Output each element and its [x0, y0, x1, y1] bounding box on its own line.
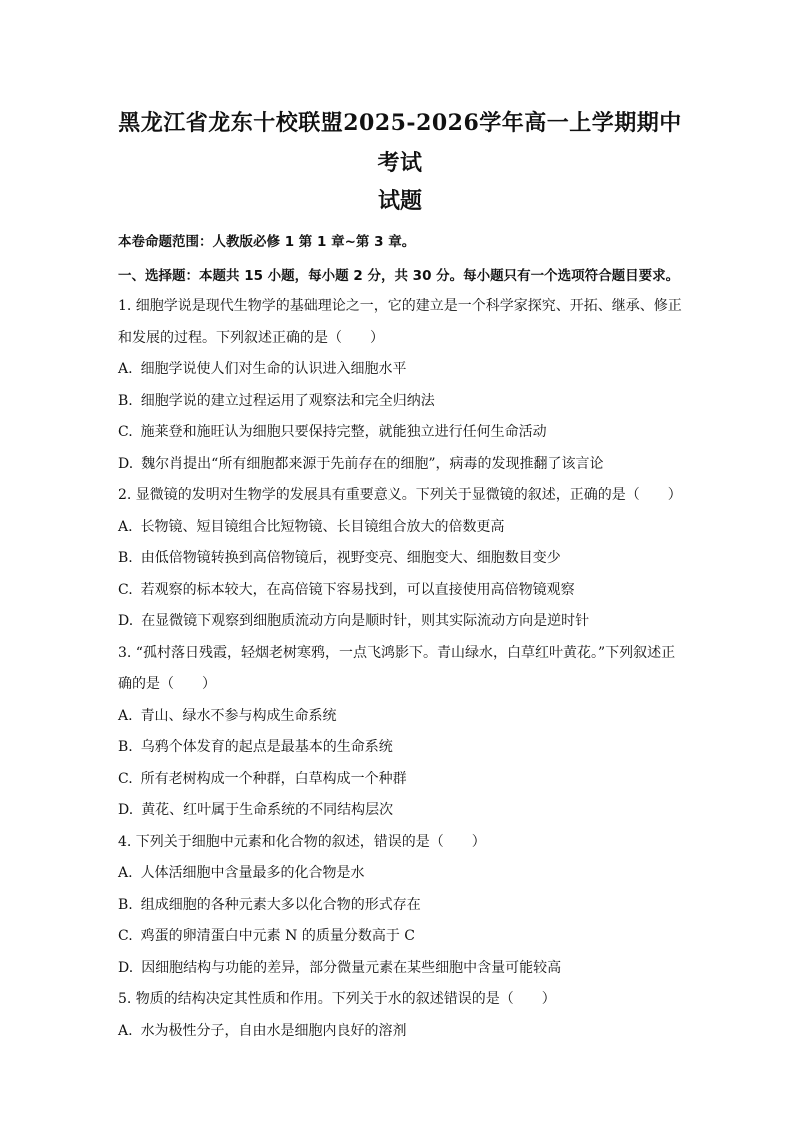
- option-letter: C.: [118, 928, 133, 944]
- exam-title-line1: 黑龙江省龙东十校联盟2025-2026学年高一上学期期中考试: [118, 110, 682, 176]
- option-text: 鸡蛋的卵清蛋白中元素 N 的质量分数高于 C: [140, 928, 415, 944]
- option-text: 细胞学说的建立过程运用了观察法和完全归纳法: [140, 392, 435, 409]
- section-heading-multiple-choice: 一、选择题：本题共 15 小题，每小题 2 分，共 30 分。每小题只有一个选项符合题目要求。: [118, 268, 680, 284]
- question-1: [118, 291, 682, 480]
- option-d: [118, 449, 682, 481]
- question-stem: 4. 下列关于细胞中元素和化合物的叙述，错误的是（ ）: [118, 833, 486, 850]
- option-a: [118, 701, 682, 733]
- option-letter: C.: [118, 581, 133, 598]
- option-text: 水为极性分子，自由水是细胞内良好的溶剂: [140, 1022, 407, 1039]
- option-letter: A.: [118, 361, 133, 377]
- option-letter: C.: [118, 424, 133, 440]
- option-a: [118, 354, 682, 386]
- option-letter: D.: [118, 613, 134, 629]
- option-letter: A.: [118, 865, 133, 881]
- option-c: [118, 921, 682, 953]
- option-text: 人体活细胞中含量最多的化合物是水: [140, 865, 365, 881]
- option-text: 魏尔肖提出“所有细胞都来源于先前存在的细胞”，病毒的发现推翻了该言论: [141, 455, 604, 472]
- question-3: [118, 638, 682, 827]
- option-letter: A.: [118, 1022, 133, 1039]
- option-a: [118, 512, 682, 544]
- question-5: [118, 984, 682, 1047]
- option-text: 若观察的标本较大，在高倍镜下容易找到，可以直接使用高倍物镜观察: [140, 581, 575, 598]
- option-letter: B.: [118, 392, 133, 409]
- option-b: [118, 732, 682, 764]
- option-a: [118, 858, 682, 890]
- option-c: [118, 764, 682, 796]
- option-letter: B.: [118, 896, 133, 913]
- exam-scope: 本卷命题范围：人教版必修 1 第 1 章~第 3 章。: [118, 234, 416, 250]
- question-4: [118, 827, 682, 985]
- option-text: 乌鸦个体发育的起点是最基本的生命系统: [140, 739, 393, 755]
- option-text: 长物镜、短目镜组合比短物镜、长目镜组合放大的倍数更高: [140, 518, 505, 535]
- option-d: [118, 953, 682, 985]
- question-stem: 3. “孤村落日残霞，轻烟老树寒鸦，一点飞鸿影下。青山绿水，白草红叶黄花。”下列叙述正确的是（ ）: [118, 644, 676, 692]
- option-letter: B.: [118, 739, 133, 755]
- option-b: [118, 890, 682, 922]
- option-text: 黄花、红叶属于生命系统的不同结构层次: [141, 802, 394, 818]
- option-text: 所有老树构成一个种群，白草构成一个种群: [140, 770, 407, 787]
- option-letter: B.: [118, 550, 133, 566]
- option-letter: D.: [118, 959, 134, 976]
- option-a: [118, 1016, 682, 1048]
- option-c: [118, 417, 682, 449]
- option-text: 青山、绿水不参与构成生命系统: [140, 707, 337, 724]
- option-d: [118, 606, 682, 638]
- option-letter: A.: [118, 707, 133, 724]
- option-text: 因细胞结构与功能的差异，部分微量元素在某些细胞中含量可能较高: [141, 959, 562, 976]
- option-b: [118, 386, 682, 418]
- option-text: 在显微镜下观察到细胞质流动方向是顺时针，则其实际流动方向是逆时针: [141, 613, 590, 629]
- option-c: [118, 575, 682, 607]
- option-letter: A.: [118, 518, 133, 535]
- question-2: [118, 480, 682, 638]
- option-letter: D.: [118, 802, 134, 818]
- question-stem: 5. 物质的结构决定其性质和作用。下列关于水的叙述错误的是（ ）: [118, 991, 556, 1007]
- option-letter: D.: [118, 455, 134, 472]
- option-d: [118, 795, 682, 827]
- option-b: [118, 543, 682, 575]
- exam-title-line2: 试题: [377, 188, 422, 214]
- option-letter: C.: [118, 770, 133, 787]
- option-text: 由低倍物镜转换到高倍物镜后，视野变亮、细胞变大、细胞数目变少: [140, 550, 561, 566]
- option-text: 组成细胞的各种元素大多以化合物的形式存在: [140, 896, 421, 913]
- question-stem: 2. 显微镜的发明对生物学的发展具有重要意义。下列关于显微镜的叙述，正确的是（ ）: [118, 487, 682, 503]
- question-stem: 1. 细胞学说是现代生物学的基础理论之一，它的建立是一个科学家探究、开拓、继承、修正和发展的过程。下列叙述正确的是（ ）: [118, 298, 682, 346]
- option-text: 细胞学说使人们对生命的认识进入细胞水平: [140, 361, 407, 377]
- option-text: 施莱登和施旺认为细胞只要保持完整，就能独立进行任何生命活动: [140, 424, 547, 440]
